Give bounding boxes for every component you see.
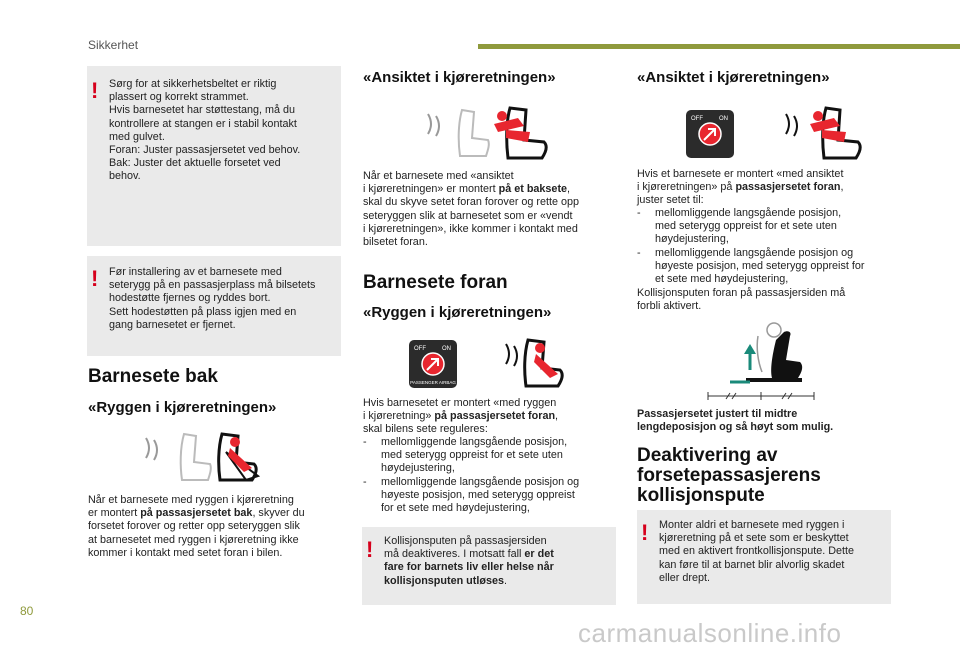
- header-accent-bar: [478, 44, 960, 49]
- warning-icon: !: [91, 78, 99, 103]
- front-seat-forward-adjust-list: [637, 207, 897, 286]
- rear-facing-paragraph: Når et barnesete med ryggen i kjøreretning er montert på passasjersetet bak, skyver du forsetet forover og retter opp seteryggen slik at barnesetet med ryggen i kjøreretning ikke kommer i kontakt med setet foran i bilen.: [88, 494, 305, 559]
- forward-facing-rear-paragraph: Når et barnesete med «ansiktet i kjøreretningen» er montert på et baksete, skal du skyve setet foran forover og rette opp seteryggen slik at barnesetet som er «vendt i kjøreretningen», ikke kommer i kontakt med bilsetet foran.: [363, 170, 580, 249]
- svg-text:OFF: OFF: [414, 346, 426, 352]
- subheading-forward-facing-front: «Ansiktet i kjøreretningen»: [637, 69, 830, 86]
- svg-text:ON: ON: [442, 346, 451, 352]
- heading-front-child-seat: Barnesete foran: [363, 272, 508, 293]
- svg-text:OFF: OFF: [691, 116, 703, 122]
- page-number: 80: [20, 604, 34, 618]
- subheading-rear-facing: «Ryggen i kjøreretningen»: [88, 399, 277, 416]
- warning-box-headrest: [87, 256, 341, 356]
- airbag-on-panel-illustration: [686, 110, 734, 158]
- warning-box-never-rear-facing: [637, 510, 891, 604]
- heading-rear-child-seat: Barnesete bak: [88, 366, 218, 387]
- forward-facing-front-paragraph: Hvis et barnesete er montert «med ansiktet i kjøreretningen» på passasjersetet foran, juster setet til:: [637, 168, 844, 207]
- airbag-label: PASSENGER AIRBAG: [410, 380, 456, 385]
- warning-icon: !: [641, 520, 649, 545]
- heading-deactivate-airbag: Deaktivering av forsetepassasjerens kollisjonspute: [637, 445, 821, 506]
- rear-facing-front-paragraph: Hvis barnesetet er montert «med ryggen i kjøreretning» på passasjersetet foran, skal bilens sete reguleres:: [363, 397, 559, 436]
- front-seat-adjust-list: [363, 436, 613, 515]
- subheading-rear-facing-front: «Ryggen i kjøreretningen»: [363, 304, 552, 321]
- svg-text:ON: ON: [719, 116, 728, 122]
- list-item: - mellomliggende langsgående posisjon, med seterygg oppreist for et sete uten høydejustering,: [637, 207, 897, 247]
- list-item: - mellomliggende langsgående posisjon, med seterygg oppreist for et sete uten høydejustering,: [363, 436, 613, 476]
- warning-box-deactivate-airbag: [362, 527, 616, 605]
- warning-text: Før installering av et barnesete med seterygg på en passasjerplass må bilsetets hodestøtte fjernes og ryddes bort. Sett hodestøtten på plass igjen med en gang barnesetet er fjernet.: [109, 266, 316, 331]
- subheading-forward-facing-rear: «Ansiktet i kjøreretningen»: [363, 69, 556, 86]
- rear-facing-front-seat-illustration: [500, 336, 570, 392]
- warning-icon: !: [366, 537, 374, 562]
- warning-text: Kollisjonsputen på passasjersiden må deaktiveres. I motsatt fall er det fare for barnets liv eller helse når kollisjonsputen utløses.: [384, 535, 554, 587]
- forward-facing-rear-seat-illustration: [420, 102, 560, 164]
- warning-text: Sørg for at sikkerhetsbeltet er riktig plassert og korrekt strammet. Hvis barnesetet har støttestang, må du kontrollere at stangen er i stabil kontakt med gulvet. Foran: Juster passasjersetet ved behov. Bak: Juster det aktuelle forsetet ved behov.: [109, 78, 301, 183]
- warning-box-seatbelt: [87, 66, 341, 246]
- airbag-active-paragraph: Kollisjonsputen foran på passasjersiden må forbli aktivert.: [637, 287, 846, 313]
- warning-text: Monter aldri et barnesete med ryggen i kjøreretning på et sete som er beskyttet med en aktivert frontkollisjonspute. Dette kan føre til at barnet blir alvorlig skadet eller drept.: [659, 519, 855, 584]
- rear-facing-child-seat-illustration: [140, 428, 270, 488]
- seat-adjustment-illustration: [706, 322, 816, 402]
- list-item: - mellomliggende langsgående posisjon og høyeste posisjon, med seterygg oppreist for et sete med høydejustering,: [637, 247, 897, 287]
- seat-adjustment-caption: Passasjersetet justert til midtre lengdeposisjon og så høyt som mulig.: [637, 408, 834, 434]
- list-item: - mellomliggende langsgående posisjon og høyeste posisjon, med seterygg oppreist for et sete med høydejustering,: [363, 476, 613, 516]
- watermark: carmanualsonline.info: [578, 618, 842, 648]
- forward-facing-front-seat-illustration: [780, 104, 860, 162]
- section-label: Sikkerhet: [88, 38, 139, 52]
- warning-icon: !: [91, 266, 99, 291]
